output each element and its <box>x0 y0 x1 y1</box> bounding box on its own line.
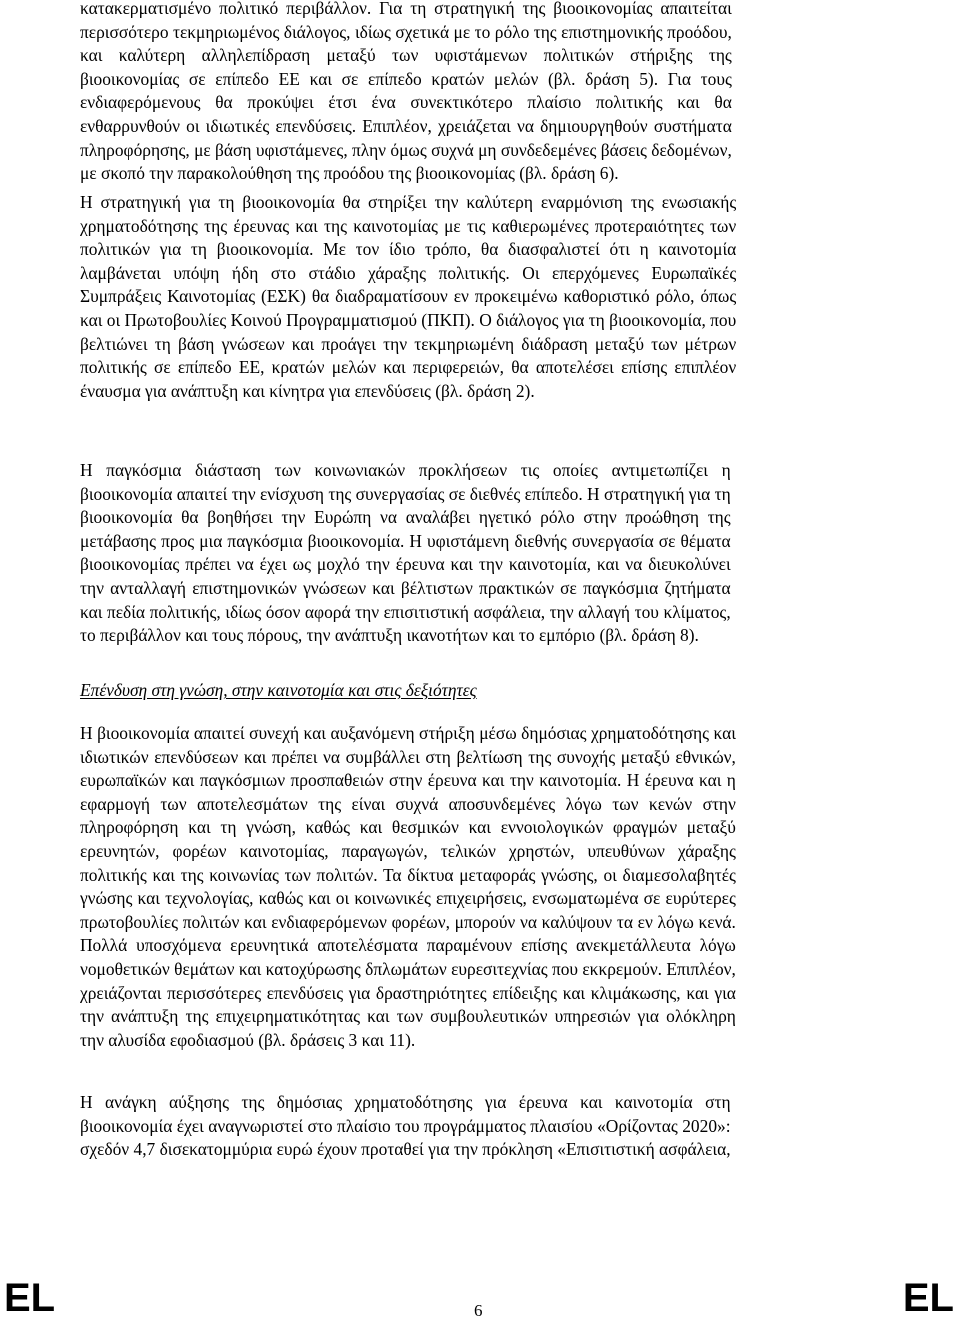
paragraph-line: Η στρατηγική για τη βιοοικονομία θα στηρίξει την καλύτερη εναρμόνιση της ενωσιακής <box>80 192 737 212</box>
paragraph-line: σχεδόν 4,7 δισεκατομμύρια ευρώ έχουν προταθεί για την πρόκληση «Επισιτιστική ασφάλεια, <box>80 1139 731 1160</box>
paragraph-line: περισσότερο τεκμηριωμένος διάλογος, ιδίως σχετικά με το ρόλο της επιστημονικής προόδου, <box>80 21 732 42</box>
paragraph-line: Η βιοοικονομία απαιτεί συνεχή και αυξανόμενη στήριξη μέσω δημόσιας χρηματοδότησης και <box>80 723 736 743</box>
paragraph-line: έναυσμα για ανάπτυξη και κίνητρα για επενδύσεις (βλ. δράση 2). <box>80 380 535 401</box>
paragraph-2 <box>80 191 736 403</box>
paragraph-line: με σκοπό την παρακολούθηση της προόδου της βιοοικονομίας (βλ. δράση 6). <box>80 163 619 184</box>
paragraph-line: πληροφόρηση και τη γνώση, καθώς και θεσμικών και εννοιολογικών φραγμών μεταξύ <box>80 817 736 838</box>
paragraph-line: την ανταλλαγή επιστημονικών γνώσεων και βέλτιστων πρακτικών σε παγκόσμια ζητήματα <box>80 577 731 598</box>
language-code-right: EL <box>902 1276 954 1320</box>
paragraph-line: ενδιαφερόμενους θα προκύψει έτσι ένα συνεκτικότερο πλαίσιο πολιτικής και θα <box>80 92 732 113</box>
page-number: 6 <box>474 1301 483 1320</box>
paragraph-line: νομοθετικών θεμάτων και κατοχύρωσης δπλωμάτων ευρεσιτεχνίας που εκκρεμούν. Επιπλέον, <box>80 958 736 979</box>
paragraph-line: πολιτικής σε επίπεδο ΕΕ, κρατών μελών και περιφερειών, θα αποτελέσει επίσης επιπλέον <box>80 357 737 378</box>
paragraph-line: λαμβάνεται υπόψη ήδη στο στάδιο χάραξης πολιτικής. Οι επερχόμενες Ευρωπαϊκές <box>80 262 737 283</box>
paragraph-line: την αλυσίδα εφοδιασμού (βλ. δράσεις 3 και 11). <box>80 1029 416 1050</box>
paragraph-line: βιοοικονομία θα βοηθήσει την Ευρώπη να αναλάβει ηγετικό ρόλο στην προώθηση της <box>80 507 731 528</box>
paragraph-line: βιοοικονομίας σε επίπεδο ΕΕ και σε επίπεδο κρατών μελών (βλ. δράση 5). Για τους <box>80 68 732 89</box>
paragraph-line: Συμπράξεις Καινοτομίας (ΕΣΚ) θα διαδραματίσουν εν προκειμένω καθοριστικό ρόλο, όπως <box>80 286 737 307</box>
paragraph-line: Πολλά υποσχόμενα ερευνητικά αποτελέσματα παραμένουν επίσης ανεκμετάλλευτα λόγω <box>80 935 736 956</box>
paragraph-line: το περιβάλλον και τους πόρους, την ανάπτυξη ικανοτήτων και το εμπόριο (βλ. δράση 8). <box>80 625 699 646</box>
paragraph-line: ερευνητών, φορέων καινοτομίας, παραγωγών, τελικών χρηστών, υπευθύνων χάραξης <box>80 840 736 861</box>
paragraph-line: και οι Πρωτοβουλίες Κοινού Προγραμματισμού (ΠΚΠ). Ο διάλογος για τη βιοοικονομία, που <box>80 309 737 330</box>
paragraph-line: βιοοικονομίας πρέπει να έχει ως μοχλό την έρευνα και την καινοτομία, και να διευκολύνει <box>80 554 731 575</box>
language-code-left: EL <box>4 1276 56 1320</box>
paragraph-line: χρηματοδότησης της έρευνας και της καινοτομίας με τις καθιερωμένες προτεραιότητες των <box>80 215 737 236</box>
paragraph-line: πληροφόρησης, με βάση υφιστάμενες, πλην όμως συχνά μη συνδεδεμένες βάσεις δεδομένων, <box>80 139 732 160</box>
paragraph-line: βελτιώνει τη βάση γνώσεων και προάγει την τεκμηριωμένη διάδραση μεταξύ των μέτρων <box>80 333 737 354</box>
paragraph-1 <box>80 0 732 186</box>
paragraph-line: κατακερματισμένο πολιτικό περιβάλλον. Για τη στρατηγική της βιοοικονομίας απαιτείται <box>80 0 732 18</box>
paragraph-line: χρειάζονται περισσότερες επενδύσεις για δραστηριότητες επίδειξης και κλιμάκωσης, και για <box>80 982 736 1003</box>
paragraph-4 <box>80 722 736 1052</box>
paragraph-line: βιοοικονομία απαιτεί την ενίσχυση της συνεργασίας σε διεθνές επίπεδο. Η στρατηγική για τη <box>80 483 731 504</box>
section-heading: Επένδυση στη γνώση, στην καινοτομία και στις δεξιότητες <box>80 680 477 700</box>
paragraph-5 <box>80 1091 731 1162</box>
paragraph-line: πολιτικής και της κοινωνίας των πολιτών. Τα δίκτυα μεταφοράς γνώσης, οι διαμεσολαβητές <box>80 864 736 885</box>
paragraph-line: Η ανάγκη αύξησης της δημόσιας χρηματοδότησης για έρευνα και καινοτομία στη <box>80 1092 731 1112</box>
paragraph-line: βιοοικονομία έχει αναγνωριστεί στο πλαίσιο του προγράμματος πλαισίου «Ορίζοντας 2020»: <box>80 1115 731 1136</box>
paragraph-line: πρωτοβουλίες πολιτών και ενδιαφερόμενων φορέων, μπορούν να καλύψουν τα εν λόγω κενά. <box>80 911 736 932</box>
paragraph-line: πολιτικών για τη βιοοικονομία. Με τον ίδιο τρόπο, θα διασφαλιστεί ότι η καινοτομία <box>80 239 737 260</box>
paragraph-line: ευρωπαϊκών και παγκόσμιων προσπαθειών στην έρευνα και την καινοτομία. Η έρευνα και η <box>80 770 736 791</box>
paragraph-line: και καλύτερη αλληλεπίδραση μεταξύ των υφιστάμενων πολιτικών στήριξης της <box>80 45 732 66</box>
paragraph-line: ενθαρρυνθούν οι ιδιωτικές επενδύσεις. Επιπλέον, χρειάζεται να δημιουργηθούν συστήματα <box>80 115 732 136</box>
paragraph-line: εφαρμογή των αποτελεσμάτων της είναι συχνά αποσυνδεμένες λόγω των κενών στην <box>80 793 736 814</box>
paragraph-line: την ανάπτυξη της επιχειρηματικότητας και των συμβουλευτικών υπηρεσιών για ολόκληρη <box>80 1006 736 1027</box>
paragraph-line: και πεδία πολιτικής, ιδίως όσον αφορά την επισιτιστική ασφάλεια, την αλλαγή του κλίματος, <box>80 601 731 622</box>
paragraph-3 <box>80 459 731 648</box>
page-footer <box>0 1270 960 1320</box>
paragraph-line: γνώσης και τεχνολογίας, καθώς και οι κοινωνικές επιχειρήσεις, ενσωματωμένα σε ευρύτερες <box>80 888 736 909</box>
paragraph-line: μετάβασης προς μια παγκόσμια βιοοικονομία. Η υφιστάμενη διεθνής συνεργασία σε θέματα <box>80 530 731 551</box>
paragraph-line: Η παγκόσμια διάσταση των κοινωνιακών προκλήσεων τις οποίες αντιμετωπίζει η <box>80 460 731 480</box>
paragraph-line: ιδιωτικών επενδύσεων και πρέπει να συμβάλλει στη βελτίωση της συνοχής μεταξύ εθνικών, <box>80 746 736 767</box>
